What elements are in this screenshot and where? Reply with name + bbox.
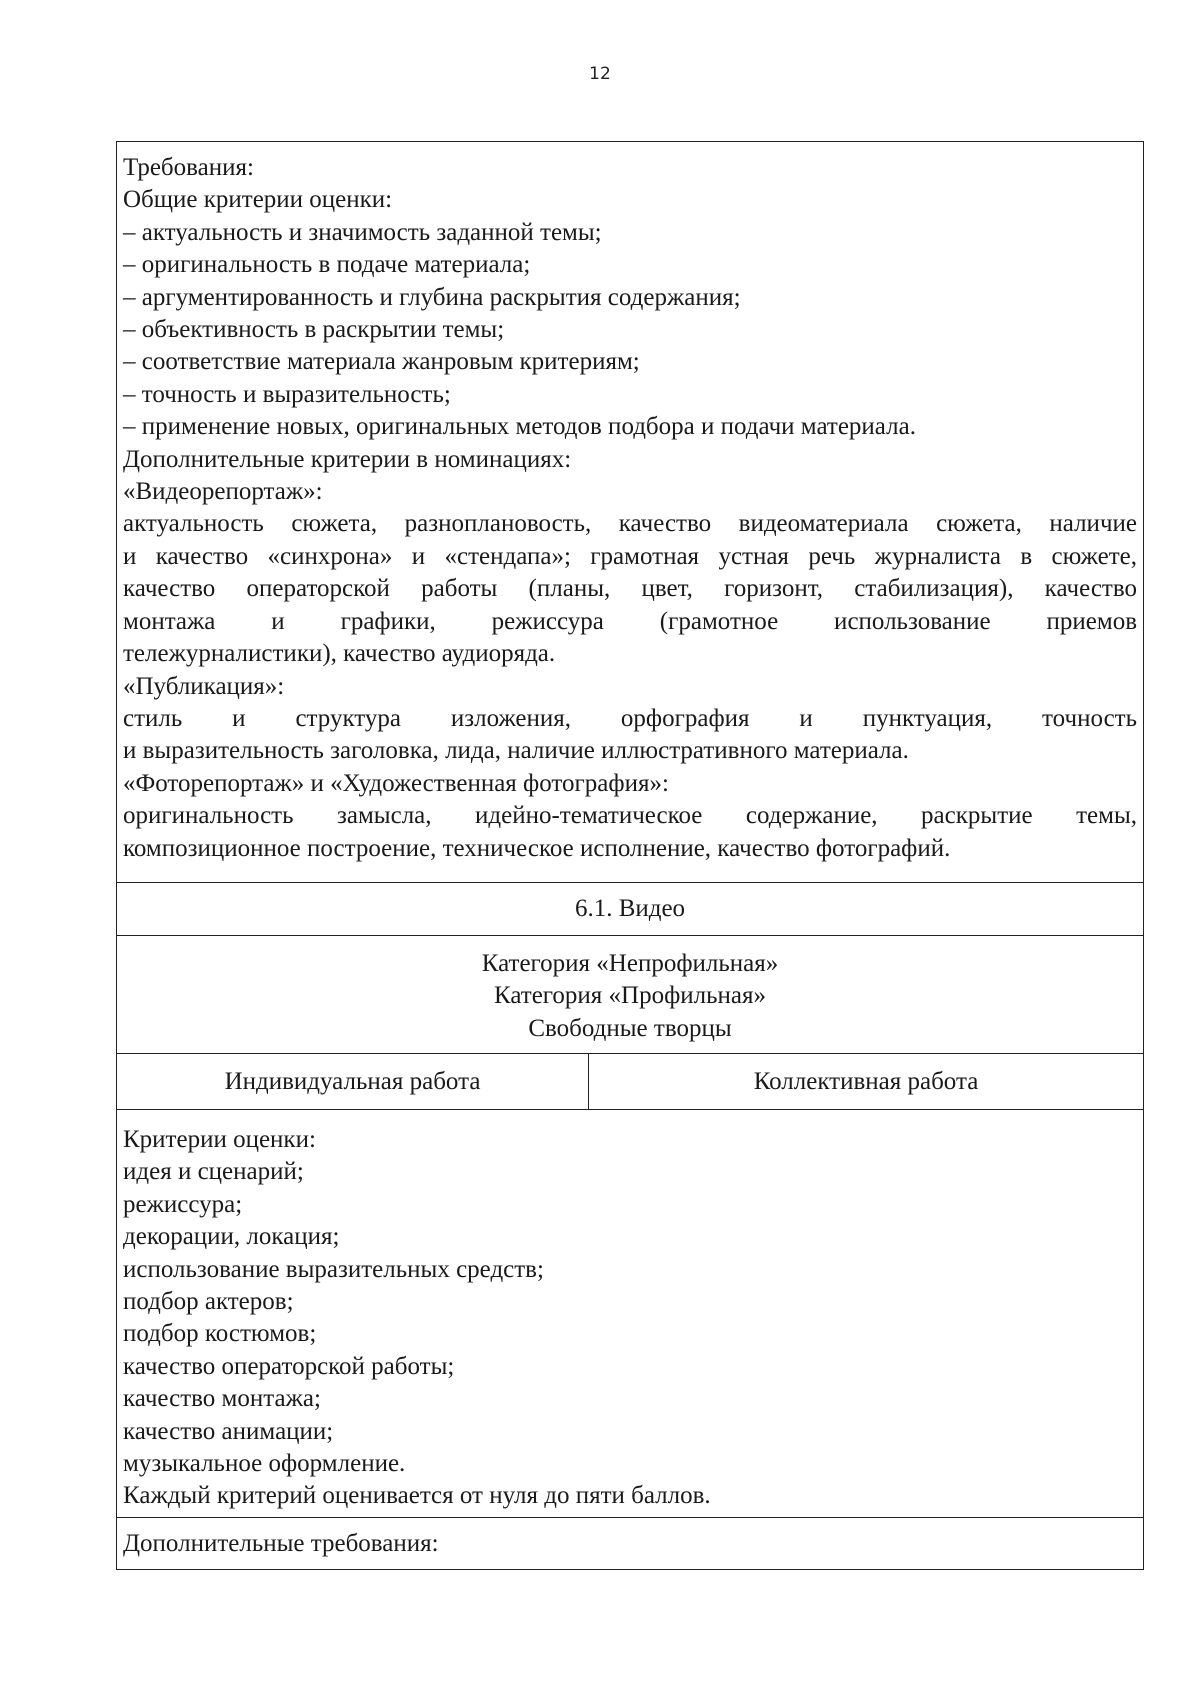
requirements-cell bbox=[117, 142, 1143, 882]
general-criteria-title: Общие критерии оценки: bbox=[123, 186, 393, 214]
additional-criteria-title: Дополнительные критерии в номинациях: bbox=[123, 445, 572, 473]
criteria-item: качество операторской работы; bbox=[123, 1352, 455, 1380]
criteria-item: качество анимации; bbox=[123, 1417, 334, 1445]
nomination-text-line: композиционное построение, техническое исполнение, качество фотографий. bbox=[123, 834, 951, 862]
category-name: Свободные творцы bbox=[528, 1014, 732, 1042]
collective-work-cell bbox=[589, 1054, 1143, 1109]
nomination-title: «Публикация»: bbox=[123, 672, 285, 700]
criteria-item: подбор костюмов; bbox=[123, 1320, 317, 1348]
category-name: Категория «Непрофильная» bbox=[481, 950, 779, 977]
nomination-title: «Видеорепортаж»: bbox=[123, 478, 323, 506]
individual-work-cell bbox=[117, 1054, 589, 1109]
criteria-item: подбор актеров; bbox=[123, 1288, 294, 1316]
criteria-item: декорации, локация; bbox=[123, 1223, 340, 1251]
work-types-row bbox=[117, 1053, 1143, 1109]
nomination-text-line: стиль и структура изложения, орфография и пунктуация, точность bbox=[123, 704, 1137, 732]
general-criteria-item: – соответствие материала жанровым критериям; bbox=[123, 348, 640, 376]
general-criteria-item: – аргументированность и глубина раскрытия содержания; bbox=[123, 283, 741, 311]
scoring-note: Каждый критерий оценивается от нуля до пяти баллов. bbox=[123, 1482, 711, 1510]
nomination-text-line: качество операторской работы (планы, цвет, горизонт, стабилизация), качество bbox=[123, 575, 1137, 603]
criteria-item: режиссура; bbox=[123, 1190, 243, 1218]
general-criteria-item: – актуальность и значимость заданной темы; bbox=[123, 218, 602, 246]
criteria-cell bbox=[117, 1109, 1143, 1517]
section-title-cell bbox=[117, 882, 1143, 935]
requirements-heading: Требования: bbox=[123, 154, 254, 181]
additional-requirements-title: Дополнительные требования: bbox=[123, 1530, 439, 1557]
nomination-text-line: и выразительность заголовка, лида, наличие иллюстративного материала. bbox=[123, 737, 909, 765]
criteria-title: Критерии оценки: bbox=[123, 1126, 316, 1153]
general-criteria-item: – объективность в раскрытии темы; bbox=[123, 316, 505, 344]
collective-work-label: Коллективная работа bbox=[753, 1067, 979, 1095]
nomination-text-line: оригинальность замысла, идейно-тематическое содержание, раскрытие темы, bbox=[123, 802, 1137, 830]
nomination-text-line: монтажа и графики, режиссура (грамотное использование приемов bbox=[123, 607, 1137, 635]
nomination-text-line: актуальность сюжета, разноплановость, качество видеоматериала сюжета, наличие bbox=[123, 510, 1137, 538]
criteria-item: качество монтажа; bbox=[123, 1385, 321, 1413]
general-criteria-item: – точность и выразительность; bbox=[123, 380, 451, 408]
additional-requirements-cell bbox=[117, 1517, 1143, 1569]
general-criteria-item: – оригинальность в подаче материала; bbox=[123, 251, 531, 279]
section-title: 6.1. Видео bbox=[574, 895, 686, 922]
nomination-title: «Фоторепортаж» и «Художественная фотография»: bbox=[123, 769, 669, 797]
criteria-table bbox=[116, 141, 1144, 1570]
general-criteria-item: – применение новых, оригинальных методов подбора и подачи материала. bbox=[123, 413, 916, 441]
criteria-item: использование выразительных средств; bbox=[123, 1255, 544, 1283]
criteria-item: идея и сценарий; bbox=[123, 1158, 304, 1186]
nomination-text-line: тележурналистики), качество аудиоряда. bbox=[123, 640, 556, 668]
individual-work-label: Индивидуальная работа bbox=[224, 1067, 481, 1095]
nomination-text-line: и качество «синхрона» и «стендапа»; грамотная устная речь журналиста в сюжете, bbox=[123, 542, 1137, 570]
category-name: Категория «Профильная» bbox=[493, 982, 767, 1010]
page-number: 12 bbox=[589, 64, 611, 84]
categories-cell bbox=[117, 935, 1143, 1053]
criteria-item: музыкальное оформление. bbox=[123, 1450, 406, 1478]
